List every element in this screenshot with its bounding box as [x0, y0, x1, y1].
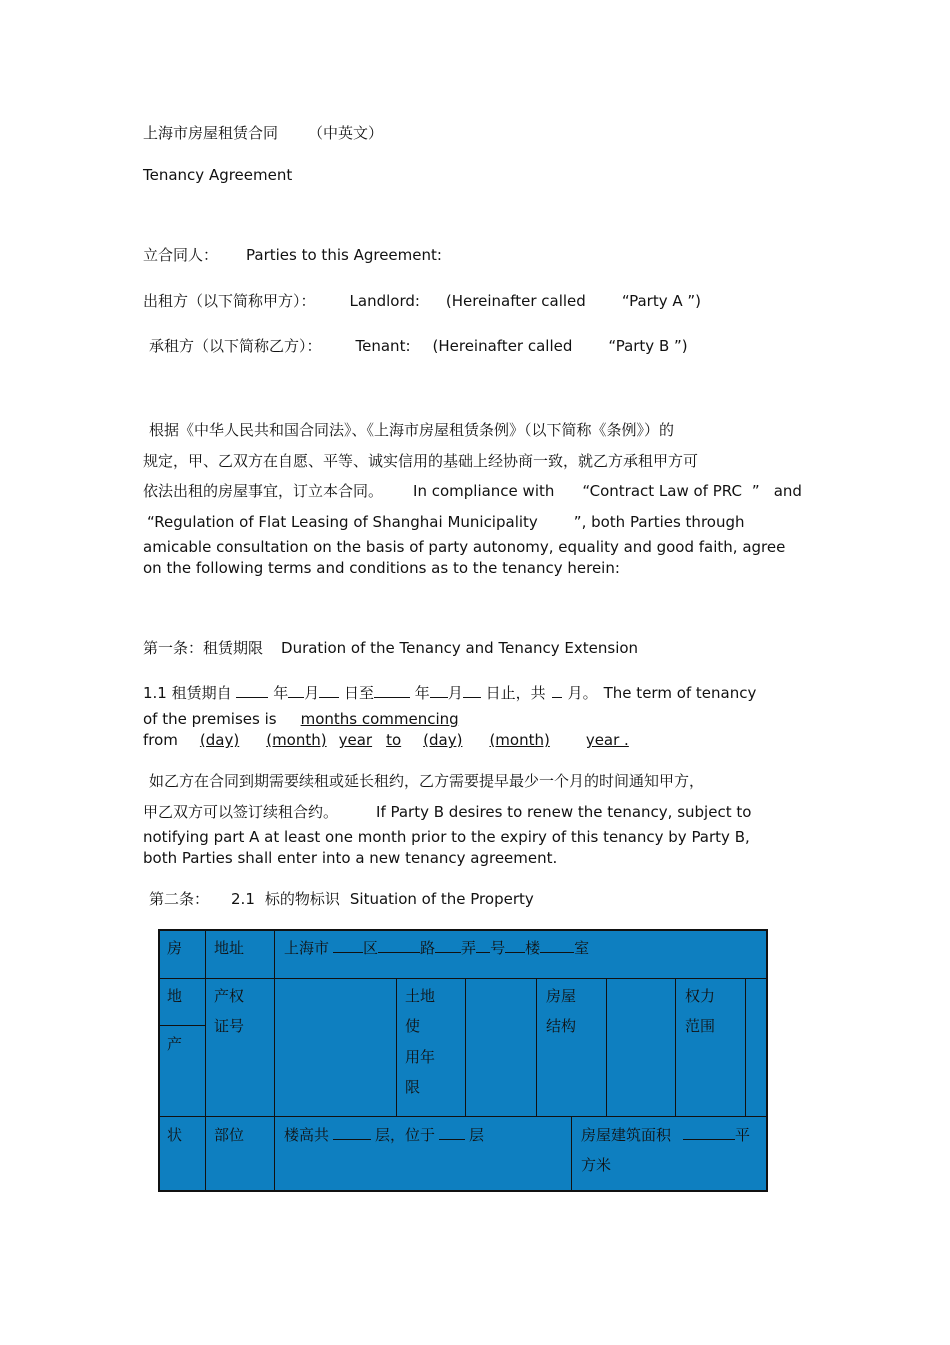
blank-months-count — [552, 684, 562, 698]
rights-label-2: 范围 — [685, 1017, 716, 1035]
clause-1-1-months: 月。 — [567, 684, 598, 702]
month-label-2: (month) — [489, 731, 550, 749]
landlord-party-a: “Party A ”) — [621, 292, 702, 310]
landlord-en: Landlord: — [349, 292, 420, 310]
property-table — [158, 929, 768, 1192]
preamble-line-4 — [147, 513, 745, 531]
table-vline-9 — [571, 1116, 572, 1190]
struct-label-1: 房屋 — [546, 987, 577, 1005]
cert-label-1: 产权 — [214, 987, 245, 1005]
land-label-4: 限 — [405, 1078, 421, 1096]
parties-label-zh: 立合同人： — [143, 246, 219, 264]
tenant-hereinafter: (Hereinafter called — [432, 337, 573, 355]
renew-zh-line-1: 如乙方在合同到期需要续租或延长租约，乙方需要提早最少一个月的时间通知甲方， — [149, 772, 705, 790]
article2-heading-en: Situation of the Property — [349, 890, 534, 908]
preamble-line-3-en-b: “Contract Law of PRC — [582, 482, 742, 500]
floors-value — [284, 1126, 484, 1144]
clause-1-1-dayend: 日止，共 — [485, 684, 546, 702]
blank-month-start — [288, 684, 304, 698]
day-label: (day) — [199, 731, 240, 749]
blank-day-start — [319, 684, 339, 698]
landlord-zh: 出租方（以下简称甲方）： — [143, 292, 316, 310]
article2-heading-zh: 第二条： — [149, 890, 210, 908]
title-zh — [143, 124, 383, 142]
to-label: to — [386, 731, 402, 749]
clause-1-1-dayto: 日至 — [344, 684, 375, 702]
title-zh-text: 上海市房屋租赁合同 — [143, 124, 279, 142]
title-zh-suffix: （中英文） — [308, 124, 384, 142]
clause-1-1-en: The term of tenancy — [603, 684, 757, 702]
preamble-line-3-en-a: In compliance with — [413, 482, 555, 500]
preamble-line-3 — [143, 482, 802, 500]
preamble-line-3-en-d: and — [773, 482, 802, 500]
from-label: from — [143, 731, 178, 749]
area-b: 平 — [735, 1126, 751, 1144]
clause-1-1-month: 月 — [304, 684, 320, 702]
table-vline-3 — [396, 978, 397, 1116]
table-vline-4 — [465, 978, 466, 1116]
preamble-line-1: 根据《中华人民共和国合同法》、《上海市房屋租赁条例》（以下简称《条例》）的 — [149, 421, 675, 439]
blank-road — [378, 939, 420, 953]
blank-area — [683, 1126, 735, 1140]
floors-a: 楼高共 — [284, 1126, 330, 1144]
clause-1-1-year2: 年 — [414, 684, 430, 702]
tenant-party-b: “Party B ”) — [608, 337, 688, 355]
clause-1-1-line-3 — [143, 731, 670, 749]
clause-1-1-months-commencing: months commencing — [300, 710, 459, 728]
renew-line-2 — [143, 803, 751, 821]
article2-heading — [149, 890, 534, 908]
table-hline-1 — [160, 978, 766, 979]
table-hline-2 — [160, 1025, 205, 1026]
side-char-2: 地 — [167, 987, 183, 1005]
table-vline-5 — [536, 978, 537, 1116]
clause-1-1-month2: 月 — [447, 684, 463, 702]
land-label-2: 使 — [405, 1017, 421, 1035]
renew-en-line-1: If Party B desires to renew the tenancy, subject to — [376, 803, 752, 821]
address-room: 室 — [574, 939, 590, 957]
blank-year-end — [374, 684, 410, 698]
article1-heading — [143, 639, 638, 657]
preamble-line-2: 规定，甲、乙双方在自愿、平等、诚实信用的基础上经协商一致，就乙方承租甲方可 — [143, 452, 699, 470]
address-city: 上海市 — [284, 939, 330, 957]
clause-1-1-line-2-b — [291, 710, 459, 728]
table-vline-2 — [274, 931, 275, 1190]
tenant-line — [149, 337, 688, 355]
address-label: 地址 — [214, 939, 245, 957]
year-label: year — [338, 731, 373, 749]
month-label: (month) — [266, 731, 327, 749]
blank-no — [476, 939, 490, 953]
blank-room — [540, 939, 574, 953]
area-a: 房屋建筑面积 — [581, 1126, 672, 1144]
parties-line — [143, 246, 442, 264]
article1-heading-en: Duration of the Tenancy and Tenancy Extension — [281, 639, 639, 657]
landlord-hereinafter: (Hereinafter called — [445, 292, 586, 310]
area-value — [581, 1126, 750, 1144]
tenant-en: Tenant: — [355, 337, 411, 355]
blank-lane — [435, 939, 461, 953]
table-vline-8 — [745, 978, 746, 1116]
rights-label-1: 权力 — [685, 987, 716, 1005]
clause-1-1-year: 年 — [273, 684, 289, 702]
table-vline-7 — [675, 978, 676, 1116]
blank-floor-at — [439, 1126, 465, 1140]
preamble-line-4-a: “Regulation of Flat Leasing of Shanghai Municipality — [147, 513, 538, 531]
clause-1-1-start: 1.1 租赁期自 — [143, 684, 232, 702]
date-range-underlined — [190, 731, 670, 749]
tenant-zh: 承租方（以下简称乙方）： — [149, 337, 322, 355]
preamble-line-3-zh: 依法出租的房屋事宜，订立本合同。 — [143, 482, 384, 500]
renew-zh-line-2: 甲乙双方可以签订续租合约。 — [143, 803, 339, 821]
blank-month-end — [430, 684, 448, 698]
cert-label-2: 证号 — [214, 1017, 245, 1035]
renew-en-line-3: both Parties shall enter into a new tenancy agreement. — [143, 849, 558, 867]
landlord-line — [143, 292, 701, 310]
blank-day-end — [463, 684, 481, 698]
land-label-3: 用年 — [405, 1048, 436, 1066]
table-vline-1 — [205, 931, 206, 1190]
address-value — [284, 939, 589, 957]
table-vline-6 — [606, 978, 607, 1116]
preamble-line-5: amicable consultation on the basis of party autonomy, equality and good faith, agree — [143, 538, 786, 556]
address-road: 路 — [420, 939, 436, 957]
article2-heading-zh2: 标的物标识 — [264, 890, 340, 908]
article1-heading-zh: 第一条：租赁期限 — [143, 639, 264, 657]
renew-en-line-2: notifying part A at least one month prior to the expiry of this tenancy by Party B, — [143, 828, 750, 846]
address-lane: 弄 — [461, 939, 477, 957]
blank-bldg — [505, 939, 525, 953]
blank-district — [333, 939, 363, 953]
struct-label-2: 结构 — [546, 1017, 577, 1035]
clause-1-1-line-1 — [143, 684, 756, 702]
blank-floors-total — [333, 1126, 371, 1140]
title-en: Tenancy Agreement — [143, 166, 293, 184]
side-char-4: 状 — [167, 1126, 183, 1144]
floors-c: 层 — [469, 1126, 485, 1144]
address-district: 区 — [363, 939, 379, 957]
address-no: 号 — [490, 939, 506, 957]
clause-1-1-line-2 — [143, 710, 459, 728]
floors-b: 层，位于 — [375, 1126, 436, 1144]
table-hline-3 — [160, 1116, 766, 1117]
clause-1-1-line-2-a: of the premises is — [143, 710, 277, 728]
preamble-line-3-en-c: ” — [751, 482, 760, 500]
preamble-line-4-b: ”, both Parties through — [573, 513, 745, 531]
area-unit: 方米 — [581, 1156, 612, 1174]
article2-clause: 2.1 — [231, 890, 255, 908]
year-label-2: year . — [585, 731, 629, 749]
side-char-1: 房 — [167, 939, 183, 957]
preamble-line-6: on the following terms and conditions as to the tenancy herein: — [143, 559, 620, 577]
land-label-1: 土地 — [405, 987, 436, 1005]
side-char-3: 产 — [167, 1035, 183, 1053]
blank-year-start — [236, 684, 268, 698]
address-bldg: 楼 — [525, 939, 541, 957]
position-label: 部位 — [214, 1126, 245, 1144]
day-label-2: (day) — [423, 731, 463, 749]
parties-label-en: Parties to this Agreement: — [246, 246, 442, 264]
